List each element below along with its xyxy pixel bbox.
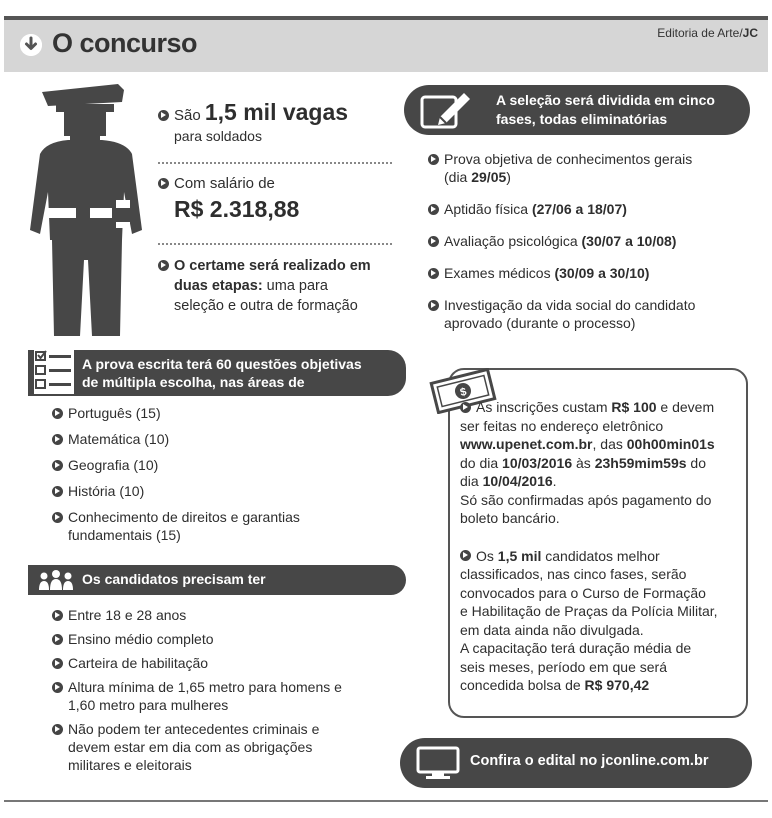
edital-link[interactable]: Confira o edital no jconline.com.br bbox=[400, 738, 752, 788]
salario-info: Com salário de R$ 2.318,88 bbox=[158, 174, 388, 224]
divider bbox=[158, 162, 392, 164]
header-banner bbox=[4, 20, 768, 72]
list-item: Investigação da vida social do candidato aprovado (durante o processo) bbox=[428, 296, 758, 332]
monitor-icon bbox=[416, 746, 460, 780]
bullet-icon bbox=[158, 110, 169, 121]
list-item: Geografia (10) bbox=[52, 456, 392, 474]
bullet-icon bbox=[52, 512, 63, 523]
prova-list bbox=[52, 404, 392, 552]
bullet-icon bbox=[52, 724, 63, 735]
bottom-rule bbox=[4, 800, 768, 802]
page-title: O concurso bbox=[52, 28, 198, 58]
bullet-icon bbox=[52, 486, 63, 497]
list-item: Aptidão física (27/06 a 18/07) bbox=[428, 200, 758, 218]
list-item: Exames médicos (30/09 a 30/10) bbox=[428, 264, 758, 282]
bullet-icon bbox=[52, 460, 63, 471]
checklist-icon bbox=[34, 346, 74, 394]
certame-info: O certame será realizado em duas etapas: uma para seleção e outra de formação bbox=[158, 256, 394, 316]
list-item: História (10) bbox=[52, 482, 392, 500]
list-item: Português (15) bbox=[52, 404, 392, 422]
people-group-icon bbox=[36, 568, 76, 592]
bullet-icon bbox=[52, 408, 63, 419]
list-item: Carteira de habilitação bbox=[52, 654, 402, 672]
arrow-down-circle-icon bbox=[20, 34, 42, 56]
list-item: Não podem ter antecedentes criminais e devem estar em dia com as obrigações militares e eleitorais bbox=[52, 720, 402, 774]
bullet-icon bbox=[52, 434, 63, 445]
bullet-icon bbox=[428, 154, 439, 165]
bullet-icon bbox=[52, 658, 63, 669]
inscricoes-paragraph: As inscrições custam R$ 100 e devem ser feitas no endereço eletrônico www.upenet.com.br, das 00h00min01s do dia 10/03/2016 às 23h59mim59s do dia 10/04/2016. Só são confirmadas após pagamento do boleto bancário. bbox=[460, 399, 715, 526]
fases-list bbox=[428, 150, 758, 346]
prova-heading: A prova escrita terá 60 questões objetivas de múltipla escolha, nas áreas de bbox=[28, 350, 406, 396]
soldier-icon bbox=[28, 80, 146, 336]
info-text bbox=[460, 398, 744, 714]
list-item: Altura mínima de 1,65 metro para homens e 1,60 metro para mulheres bbox=[52, 678, 402, 714]
list-item: Prova objetiva de conhecimentos gerais (dia 29/05) bbox=[428, 150, 758, 186]
divider bbox=[158, 243, 392, 245]
svg-text:$: $ bbox=[458, 385, 468, 400]
list-item: Avaliação psicológica (30/07 a 10/08) bbox=[428, 232, 758, 250]
bullet-icon bbox=[158, 178, 169, 189]
bullet-icon bbox=[460, 550, 471, 561]
selecao-heading: A seleção será dividida em cinco fases, todas eliminatórias bbox=[404, 85, 750, 135]
list-item: Matemática (10) bbox=[52, 430, 392, 448]
candidatos-list bbox=[52, 606, 402, 780]
candidatos-heading: Os candidatos precisam ter bbox=[28, 565, 406, 595]
bullet-icon bbox=[428, 204, 439, 215]
bullet-icon bbox=[428, 236, 439, 247]
bullet-icon bbox=[158, 260, 169, 271]
bullet-icon bbox=[52, 634, 63, 645]
salario-amount: R$ 2.318,88 bbox=[174, 196, 300, 222]
list-item: Conhecimento de direitos e garantias fundamentais (15) bbox=[52, 508, 392, 544]
credit-line: Editoria de Arte/JC bbox=[657, 26, 758, 40]
list-item: Ensino médio completo bbox=[52, 630, 402, 648]
classificados-paragraph: Os 1,5 mil candidatos melhor classificados, nas cinco fases, serão convocados para o Curso de Formação e Habilitação de Praças da Polícia Militar, em data ainda não divulgada. A capacitação terá duração média de seis meses, período em que será concedida bolsa de R$ 970,42 bbox=[460, 547, 718, 693]
pencil-edit-icon bbox=[418, 89, 478, 131]
list-item: Entre 18 e 28 anos bbox=[52, 606, 402, 624]
bullet-icon bbox=[52, 682, 63, 693]
bullet-icon bbox=[428, 268, 439, 279]
bullet-icon bbox=[428, 300, 439, 311]
bullet-icon bbox=[460, 402, 471, 413]
bullet-icon bbox=[52, 610, 63, 621]
vagas-info: São 1,5 mil vagas para soldados bbox=[158, 102, 388, 146]
